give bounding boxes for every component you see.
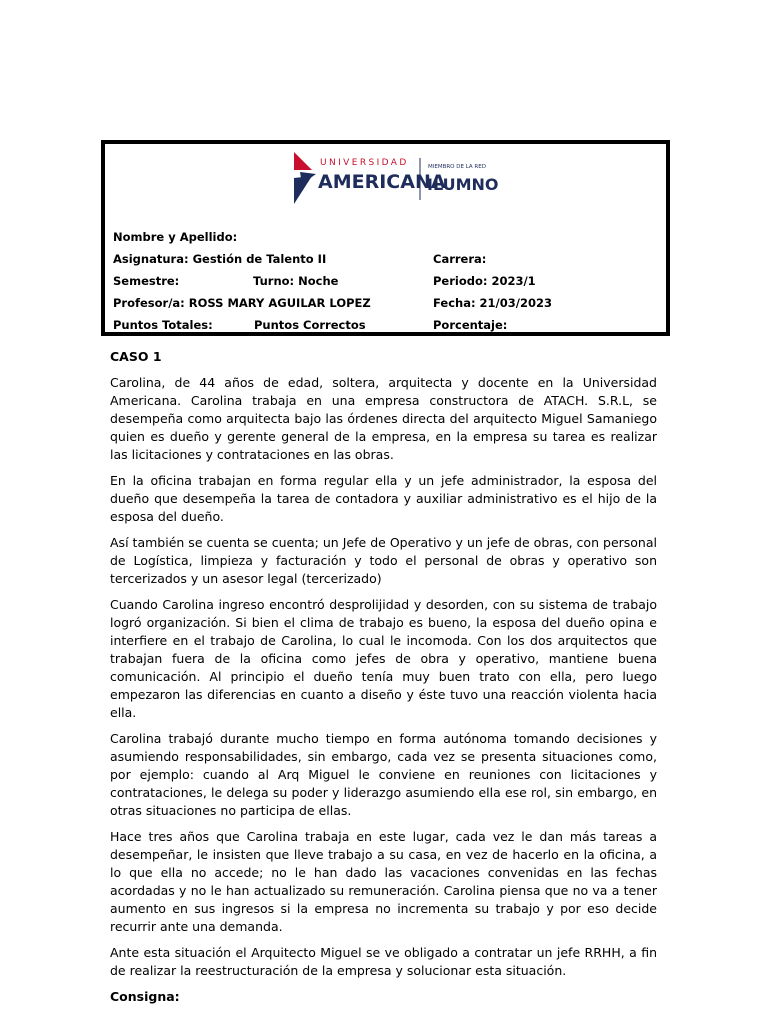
case-paragraph: Cuando Carolina ingreso encontró desprolijidad y desorden, con su sistema de trabajo logró organización. Si bien el clima de trabajo es bueno, la esposa del dueño opina e interfiere en el trabajo de Carolina, lo cual le incomoda. Con los dos arquitectos que trabajan fuera de la oficina como jefes de obra y operativo, mantiene buena comunicación. Al principio el dueño tenía muy buen trato con ella, pero luego empezaron las diferencias en cuanto a diseño y éste tuvo una reacción violenta hacia ella.: [110, 597, 657, 720]
porcentaje-field: Porcentaje:: [433, 318, 508, 332]
case-paragraph: En la oficina trabajan en forma regular ella y un jefe administrador, la esposa del dueño que desempeña la tarea de contadora y auxiliar administrativo es el hijo de la esposa del dueño.: [110, 473, 657, 524]
profesor-field: Profesor/a: ROSS MARY AGUILAR LOPEZ: [113, 296, 371, 310]
puntos-totales-field: Puntos Totales:: [113, 318, 213, 332]
turno-field: Turno: Noche: [253, 274, 339, 288]
logo-americana-text: AMERICANA: [318, 171, 446, 193]
logo-network-label: MIEMBRO DE LA RED: [428, 164, 486, 170]
puntos-correctos-field: Puntos Correctos: [254, 318, 366, 332]
nombre-field: Nombre y Apellido:: [113, 230, 238, 244]
case-paragraph: Carolina trabajó durante mucho tiempo en forma autónoma tomando decisiones y asumiendo responsabilidades, sin embargo, cada vez se presenta situaciones como, por ejemplo: cuando al Arq Miguel le conviene en reuniones con licitaciones y contrataciones, le delega su poder y liderazgo asumiendo ella ese rol, sin embargo, en otras situaciones no participa de ellas.: [110, 731, 657, 818]
logo-universidad-text: UNIVERSIDAD: [320, 158, 409, 168]
consigna-heading: Consigna:: [110, 989, 180, 1004]
case-content: [110, 348, 657, 1014]
case-paragraph: Así también se cuenta se cuenta; un Jefe de Operativo y un jefe de obras, con personal de Logística, limpieza y facturación y todo el personal de obras y operativo son tercerizados y un asesor legal (tercerizado): [110, 535, 657, 586]
logo-ilumno-text: ILUMNO: [427, 175, 499, 194]
case-paragraph: Ante esta situación el Arquitecto Miguel se ve obligado a contratar un jefe RRHH, a fin de realizar la reestructuración de la empresa y solucionar esta situación.: [110, 945, 657, 978]
exam-header-box: [101, 140, 670, 336]
asignatura-field: Asignatura: Gestión de Talento II: [113, 252, 327, 266]
fecha-field: Fecha: 21/03/2023: [433, 296, 552, 310]
logo-emblem-red: [294, 152, 312, 170]
carrera-field: Carrera:: [433, 252, 487, 266]
universidad-americana-logo: [290, 148, 499, 206]
case-paragraph: Carolina, de 44 años de edad, soltera, arquitecta y docente en la Universidad Americana. Carolina trabaja en una empresa constructora de ATACH. S.R.L, se desempeña como arquitecta bajo las órdenes directa del arquitecto Miguel Samaniego quien es dueño y gerente general de la empresa, en la empresa su tarea es realizar las licitaciones y contrataciones en las obras.: [110, 375, 657, 462]
semestre-field: Semestre:: [113, 274, 180, 288]
case-paragraph: Hace tres años que Carolina trabaja en este lugar, cada vez le dan más tareas a desempeñar, le insisten que lleve trabajo a su casa, en vez de hacerlo en la oficina, a lo que ella no accede; no le han dado las vacaciones convenidas en las fechas acordadas y no le han actualizado su remuneración. Carolina piensa que no va a tener aumento en sus ingresos si la empresa no incrementa su trabajo y por eso decide recurrir ante una demanda.: [110, 829, 657, 934]
case-title: CASO 1: [110, 349, 162, 364]
periodo-field: Periodo: 2023/1: [433, 274, 536, 288]
